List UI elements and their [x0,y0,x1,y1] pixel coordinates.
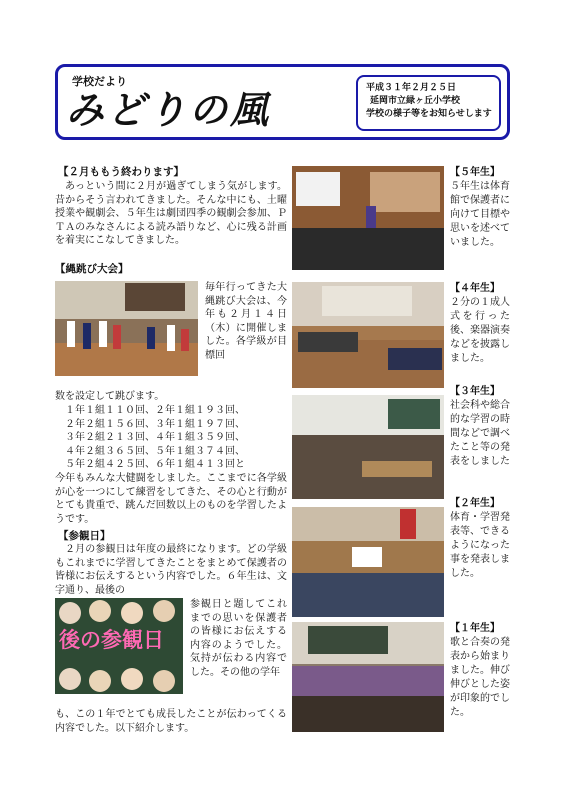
school-name: 延岡市立緑ヶ丘小学校 [370,96,461,106]
grade2-text: 体育・学習発表等、できるようになった事を発表しました。 [450,512,510,579]
record-line: １年１組１１０回、２年１組１９３回、 [65,405,245,416]
rope-jumping-closing: 今年もみんな大健闘をしました。ここまでに各学級が心を一つにして練習をしてきた、その心と行動がとても貴重で、跳んだ回数以上のものを学習したようです。 [55,473,287,525]
grade2-caption [450,497,510,581]
grade3-text: 社会科や総合的な学習の時間などで調べたこと等の発表をしました [450,400,510,467]
issue-subtitle: 学校の様子等をお知らせします [366,109,492,119]
grade1-photo [292,622,444,732]
grade2-photo [292,507,444,617]
record-line: ３年２組２１３回、４年１組３５９回、 [65,432,245,444]
record-line: ５年２組４２５回、６年１組４１３回と [65,459,245,471]
issue-date: 平成３１年２月２５日 [366,83,457,93]
grade5-label: 【５年生】 [450,167,500,178]
grade1-label: 【１年生】 [450,623,500,634]
grade4-caption [450,282,510,366]
february-paragraph: あっという間に２月が過ぎてしまう気がします。昔からそう言われてきました。そんな中にも、土曜授業や観劇会、５年生は劇団四季の観劇会参加、ＰＴＡのみなさんによる読み語りなど、心に残る計画を着実にこなしてきました。 [55,181,287,247]
grade4-photo [292,282,444,388]
grade4-text: ２分の１成人式を行った後、楽器演奏などを披露しました。 [450,297,510,364]
blackboard-photo [55,598,183,694]
grade5-caption [450,166,510,250]
heading-rope-jumping: 【縄跳び大会】 [55,263,129,275]
issue-info-box [356,75,501,131]
rope-jumping-intro: 毎年行ってきた大縄跳び大会は、今年も２月１４日（木）に開催しました。各学級が目標回 [205,282,287,361]
rope-jumping-photo [55,281,198,376]
record-line: ４年２組３６５回、５年１組３７４回、 [65,445,245,457]
newsletter-title: みどりの風 [66,87,272,132]
grade1-caption [450,622,510,720]
grade5-text: ５年生は体育館で保護者に向けて目標や思いを述べていました。 [450,181,510,248]
grade2-label: 【２年生】 [450,498,500,509]
newsletter-header [55,64,510,140]
rope-jumping-continuation: 数を設定して跳びます。 [55,391,165,402]
board-writing: 後の参観日 [59,628,164,652]
heading-parent-visit: 【参観日】 [58,530,111,542]
grade4-label: 【４年生】 [450,283,500,294]
rope-jumping-records [55,404,287,472]
grade5-photo [292,166,444,270]
parent-visit-paragraph: ２月の参観日は年度の最終になります。どの学級もこれまでに学習してきたことをまとめて保護者の皆様にお伝えするという内容でした。６年生は、文字通り、最後の [55,544,287,596]
grade3-label: 【３年生】 [450,386,500,397]
heading-february: 【２月ももう終わります】 [58,166,184,178]
grade1-text: 歌と合奏の発表から始まりました。伸び伸びとした姿が印象的でした。 [450,637,510,718]
record-line: ２年２組１５６回、３年１組１９７回、 [65,418,245,430]
series-label: 学校だより [72,75,127,88]
parent-visit-side-text: 参観日と題してこれまでの思いを保護者の皆様にお伝えする内容のようでした。気持が伝わる内容でした。その他の学年 [190,599,287,678]
grade3-photo [292,395,444,499]
grade3-caption [450,385,510,469]
parent-visit-closing: も、この１年でとても成長したことが伝わってくる内容でした。以下紹介します。 [55,709,287,734]
